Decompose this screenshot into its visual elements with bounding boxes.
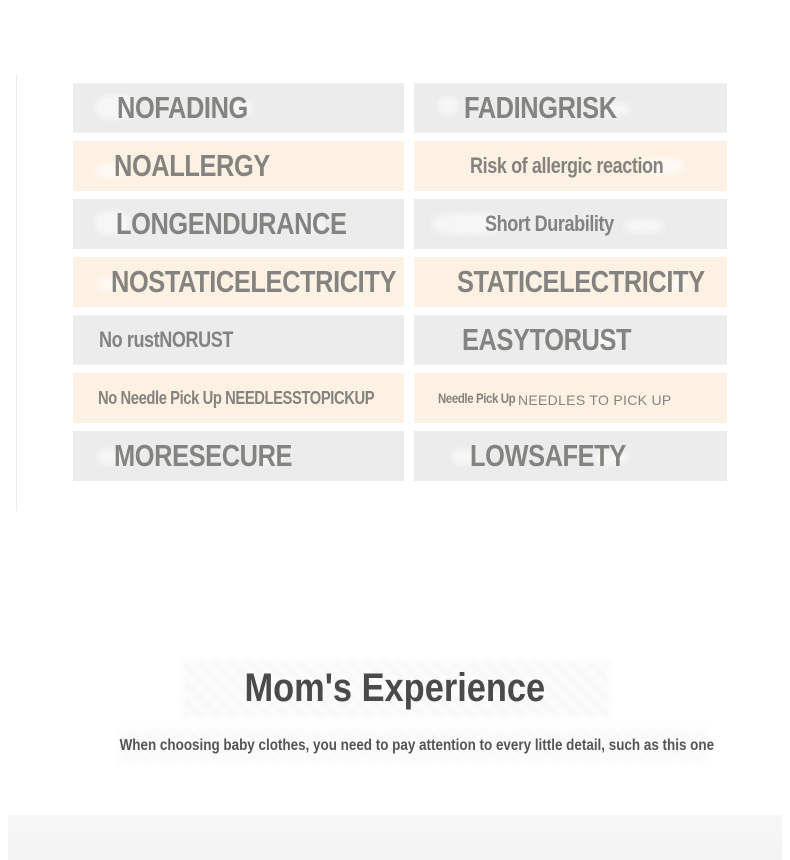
disadvantage-cell (414, 373, 727, 423)
advantage-cell (73, 257, 404, 307)
advantage-cell (73, 141, 404, 191)
advantage-label: NOFADING (117, 90, 248, 125)
disadvantage-cell (414, 257, 727, 307)
section-subtitle-text: When choosing baby clothes, you need to pay attention to every little detail, such as this one (119, 737, 715, 754)
section-title (0, 666, 790, 711)
advantage-cell (73, 83, 404, 133)
comparison-grid (73, 83, 727, 489)
disadvantage-cell (414, 315, 727, 365)
disadvantage-label: EASYTORUST (462, 322, 632, 357)
disadvantage-cell (414, 141, 727, 191)
advantage-label: No Needle Pick Up NEEDLESSTOPICKUP (98, 387, 375, 408)
advantage-label: LONGENDURANCE (116, 206, 347, 241)
advantage-label: NOSTATICELECTRICITY (111, 264, 397, 299)
comparison-row (73, 315, 727, 365)
disadvantage-label (438, 390, 515, 406)
bottom-image-band (8, 815, 782, 860)
comparison-row (73, 199, 727, 249)
disadvantage-label: LOWSAFETY (470, 438, 626, 473)
disadvantage-cell (414, 199, 727, 249)
comparison-row (73, 373, 727, 423)
left-divider (16, 74, 17, 511)
disadvantage-cell (414, 431, 727, 481)
advantage-label: No rustNORUST (99, 327, 233, 352)
advantage-label: NOALLERGY (114, 148, 270, 183)
comparison-row (73, 257, 727, 307)
advantage-cell (73, 373, 404, 423)
disadvantage-label-main: Needle Pick Up (438, 390, 516, 406)
advantage-cell (73, 315, 404, 365)
disadvantage-label: STATICELECTRICITY (457, 264, 705, 299)
disadvantage-cell (414, 83, 727, 133)
disadvantage-label: FADINGRISK (464, 90, 617, 125)
disadvantage-label: Risk of allergic reaction (470, 153, 664, 178)
advantage-cell (73, 431, 404, 481)
advantage-label: MORESECURE (114, 438, 293, 473)
disadvantage-label-sub: NEEDLES TO PICK UP (518, 392, 672, 408)
comparison-row (73, 431, 727, 481)
disadvantage-label: Short Durability (485, 211, 614, 236)
section-subtitle (0, 737, 790, 755)
advantage-cell (73, 199, 404, 249)
comparison-row (73, 83, 727, 133)
comparison-row (73, 141, 727, 191)
section-title-text: Mom's Experience (244, 666, 546, 710)
